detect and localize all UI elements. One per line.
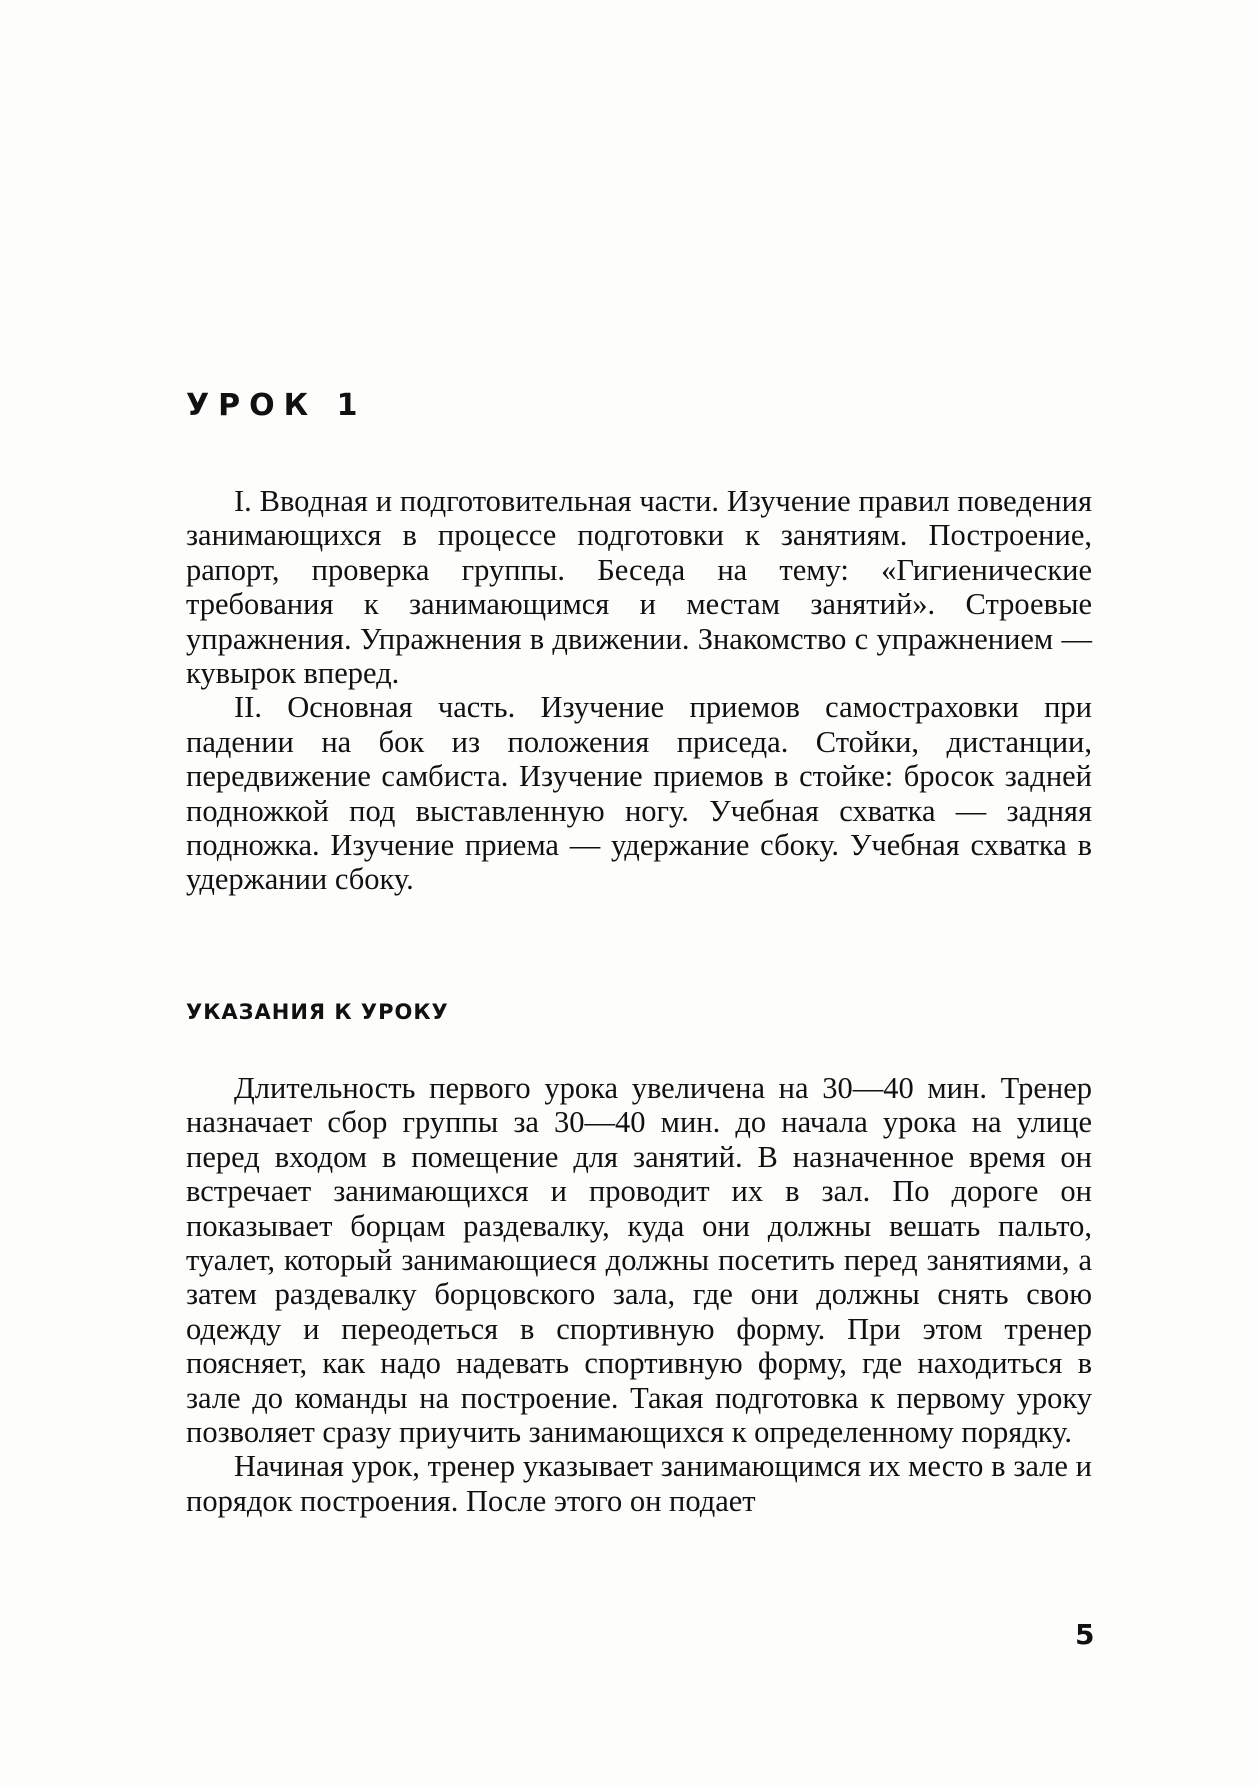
- lesson-title: УРОК 1: [186, 388, 367, 423]
- page-number: 5: [1075, 1618, 1095, 1651]
- lesson-plan-block: [186, 484, 1092, 897]
- lesson-instructions-block: [186, 1071, 1092, 1518]
- paragraph-main-part: II. Основная часть. Изучение приемов самостраховки при падении на бок из положения приседа. Стойки, дистанции, передвижение самбиста. Изучение приемов в стойке: бросок задней подножкой под выставленную ногу. Учебная схватка — задняя подножка. Изучение приема — удержание сбоку. Учебная схватка в удержании сбоку.: [186, 690, 1092, 897]
- paragraph-lesson-start: Начиная урок, тренер указывает занимающимся их место в зале и порядок построения. После этого он подает: [186, 1449, 1092, 1518]
- section-title: УКАЗАНИЯ К УРОКУ: [186, 1000, 449, 1024]
- paragraph-introductory-part: I. Вводная и подготовительная части. Изучение правил поведения занимающихся в процессе подготовки к занятиям. Построение, рапорт, проверка группы. Беседа на тему: «Гигиенические требования к занимающимся и местам занятий». Строевые упражнения. Упражнения в движении. Знакомство с упражнением — кувырок вперед.: [186, 484, 1092, 691]
- paragraph-lesson-duration: Длительность первого урока увеличена на 30—40 мин. Тренер назначает сбор группы за 30—40 мин. до начала урока на улице перед входом в помещение для занятий. В назначенное время он встречает занимающихся и проводит их в зал. По дороге он показывает борцам раздевалку, куда они должны вешать пальто, туалет, который занимающиеся должны посетить перед занятиями, а затем раздевалку борцовского зала, где они должны снять свою одежду и переодеться в спортивную форму. При этом тренер поясняет, как надо надевать спортивную форму, где находиться в зале до команды на построение. Такая подготовка к первому уроку позволяет сразу приучить занимающихся к определенному порядку.: [186, 1071, 1092, 1450]
